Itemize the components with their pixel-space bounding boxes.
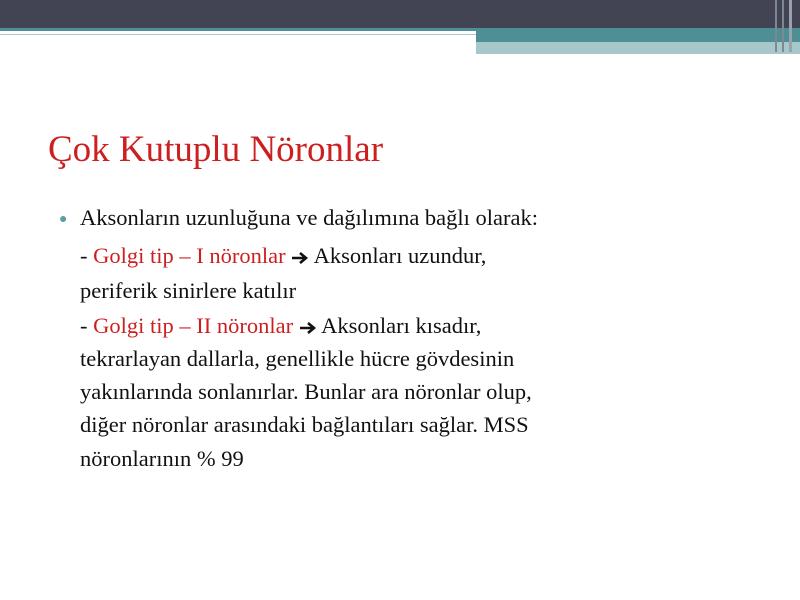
bullet-text: Aksonların uzunluğuna ve dağılımına bağlı olarak: [80, 205, 539, 230]
golgi-type-2-continuation: nöronlarının % 99 [80, 446, 244, 471]
decorative-line [789, 0, 792, 52]
top-header-bar [0, 0, 800, 28]
top-accent-left [0, 28, 476, 31]
decorative-line [775, 0, 777, 52]
golgi-type-2-continuation: diğer nöronlar arasındaki bağlantıları sağlar. MSS [80, 412, 529, 437]
top-accent-thin-line [0, 34, 476, 35]
golgi-type-1-continuation: periferik sinirlere katılır [80, 278, 297, 303]
bullet-dot-icon: ● [59, 212, 68, 227]
golgi-type-2-line [80, 313, 481, 341]
slide-title: Çok Kutuplu Nöronlar [48, 129, 384, 170]
dash-prefix: - [80, 243, 94, 268]
dash-prefix: - [80, 313, 94, 338]
golgi-type-1-description: Aksonları uzundur, [309, 243, 487, 268]
golgi-type-1-label: Golgi tip – I nöronlar [93, 243, 286, 268]
right-arrow-icon [291, 245, 309, 271]
decorative-line [782, 0, 784, 52]
golgi-type-2-continuation: tekrarlayan dallarla, genellikle hücre gövdesinin [80, 346, 515, 371]
top-accent-light [476, 42, 800, 54]
golgi-type-2-label: Golgi tip – II nöronlar [93, 313, 294, 338]
golgi-type-2-description: Aksonları kısadır, [316, 313, 482, 338]
golgi-type-1-line [80, 243, 486, 271]
golgi-type-2-continuation: yakınlarında sonlanırlar. Bunlar ara nöronlar olup, [80, 379, 532, 404]
right-arrow-icon [299, 315, 317, 341]
top-accent-right [476, 28, 800, 42]
